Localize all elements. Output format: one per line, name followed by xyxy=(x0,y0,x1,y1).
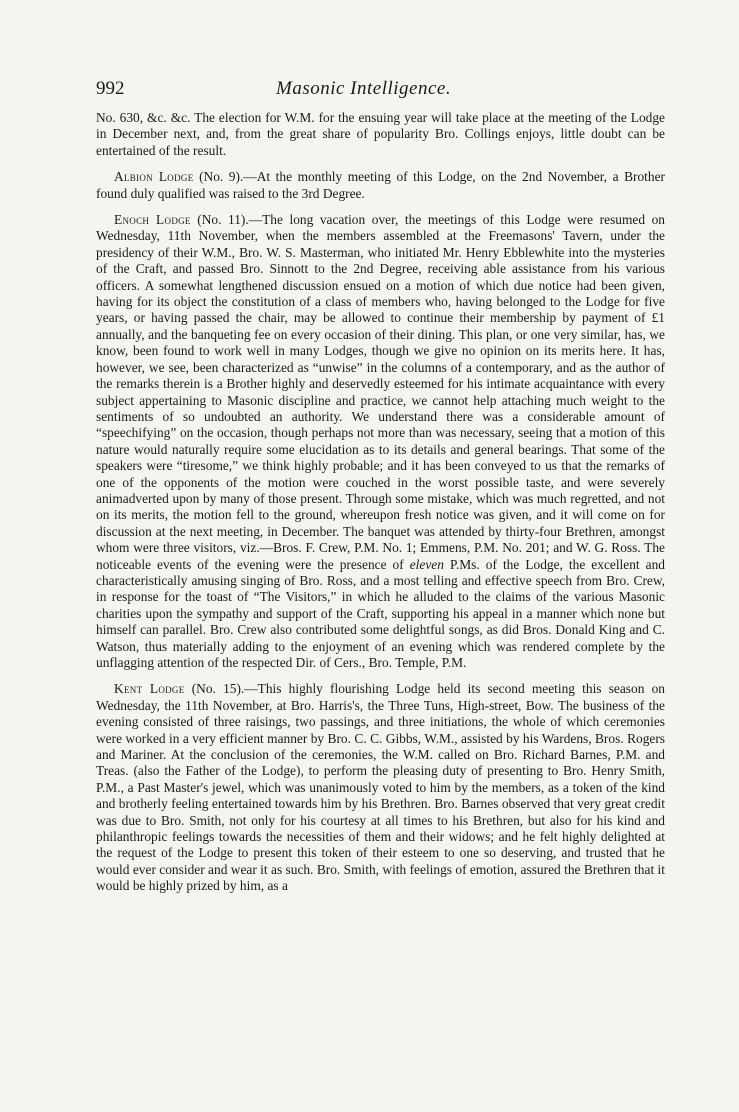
paragraph-text: (No. 15).—This highly flourishing Lodge held its second meeting this season on Wednesday, the 11th November, at Bro. Harris's, the Three Tuns, High-street, Bow. The business of the evening consisted of three raisings, two passings, and three initiations, the whole of which ceremonies were worked in a very efficient manner by Bro. C. C. Gibbs, W.M., assisted by his Wardens, Bros. Rogers and Mariner. At the conclusion of the ceremonies, the W.M. called on Bro. Richard Barnes, P.M. and Treas. (also the Father of the Lodge), to perform the pleasing duty of presenting to Bro. Henry Smith, P.M., a Past Master's jewel, which was unanimously voted to him by the members, as a token of the kind and brotherly feeling entertained towards him by his Brethren. Bro. Barnes observed that very great credit was due to Bro. Smith, not only for his courtesy at all times to his Brethren, but also for his kind and philanthropic feelings towards the necessities of them and their widows; and he felt highly delighted at the request of the Lodge to present this token of their esteem to one so deserving, and trusted that he would ever consider and wear it as such. Bro. Smith, with feelings of emotion, assured the Brethren that it would be highly prized by him, as a xyxy=(96,681,665,894)
paragraph-text: (No. 11).—The long vacation over, the meetings of this Lodge were resumed on Wednesday, 11th November, when the members assembled at the Freemasons' Tavern, under the presidency of their W.M., Bro. W. S. Masterman, who initiated Mr. Henry Ebblewhite into the mysteries of the Craft, and passed Bro. Sinnott to the 2nd Degree, receiving able assistance from his various officers. A somewhat lengthened discussion ensued on a motion of which due notice had been given, having for its object the constitution of a class of members who, having belonged to the Lodge for five years, or having passed the chair, may be allowed to continue their membership by payment of £1 annually, and the banqueting fee on every occasion of their dining. This plan, or one very similar, has, we know, been found to work well in many Lodges, though we give no opinion on its merits here. It has, however, we see, been characterized as “unwise” in the columns of a contemporary, and as the author of the remarks therein is a Brother highly and deservedly esteemed for his intimate acquaintance with every subject appertaining to Masonic discipline and practice, we cannot help attaching much weight to the sentiments of so undoubted an authority. We understand there was a considerable amount of “speechifying” on the occasion, though perhaps not more than was necessary, seeing that a motion of this nature would naturally require some elucidation as to its details and general bearings. That some of the speakers were “tiresome,” we think highly probable; and it has been conveyed to us that the remarks of one of the opponents of the motion were couched in the worst possible taste, and were severely animadverted upon by many of those present. Through some mistake, which was much regretted, and not on its merits, the motion fell to the ground, whereupon fresh notice was given, and it will come on for discussion at the next meeting, in December. The banquet was attended by thirty-four Brethren, amongst whom were three visitors, viz.—Bros. F. Crew, P.M. No. 1; Emmens, P.M. No. 201; and W. G. Ross. The noticeable events of the evening were the presence of xyxy=(96,212,665,572)
lodge-name: Kent Lodge xyxy=(114,681,185,697)
paragraph-albion-lodge xyxy=(96,169,665,202)
paragraph-text: No. 630, &c. &c. The election for W.M. for the ensuing year will take place at the meeting of the Lodge in December next, and, from the great share of popularity Bro. Collings enjoys, little doubt can be entertained of the result. xyxy=(96,110,665,158)
paragraph-text: P.Ms. of the Lodge, the excellent and characteristically amusing singing of Bro. Ross, and a most telling and effective speech from Bro. Crew, in response for the toast of “The Visitors,” in which he alluded to the claims of the various Masonic charities upon the sympathy and support of the Craft, supporting his appeal in a manner which none but himself can parallel. Bro. Crew also contributed some delightful songs, as did Bros. Donald King and C. Watson, thus materially adding to the enjoyment of an evening which was rendered complete by the unflagging attention of the respected Dir. of Cers., Bro. Temple, P.M. xyxy=(96,556,665,670)
page-number: 992 xyxy=(96,78,125,99)
emphasis-text: eleven xyxy=(409,556,444,572)
paragraph-kent-lodge xyxy=(96,681,665,894)
page-header xyxy=(96,78,665,104)
paragraph-text: (No. 9).—At the monthly meeting of this Lodge, on the 2nd November, a Brother found duly qualified was raised to the 3rd Degree. xyxy=(96,169,665,201)
running-title: Masonic Intelligence. xyxy=(276,78,452,99)
paragraph-enoch-lodge xyxy=(96,212,665,671)
lodge-name: Enoch Lodge xyxy=(114,212,191,228)
paragraph-continuation xyxy=(96,110,665,159)
lodge-name: Albion Lodge xyxy=(114,169,194,185)
